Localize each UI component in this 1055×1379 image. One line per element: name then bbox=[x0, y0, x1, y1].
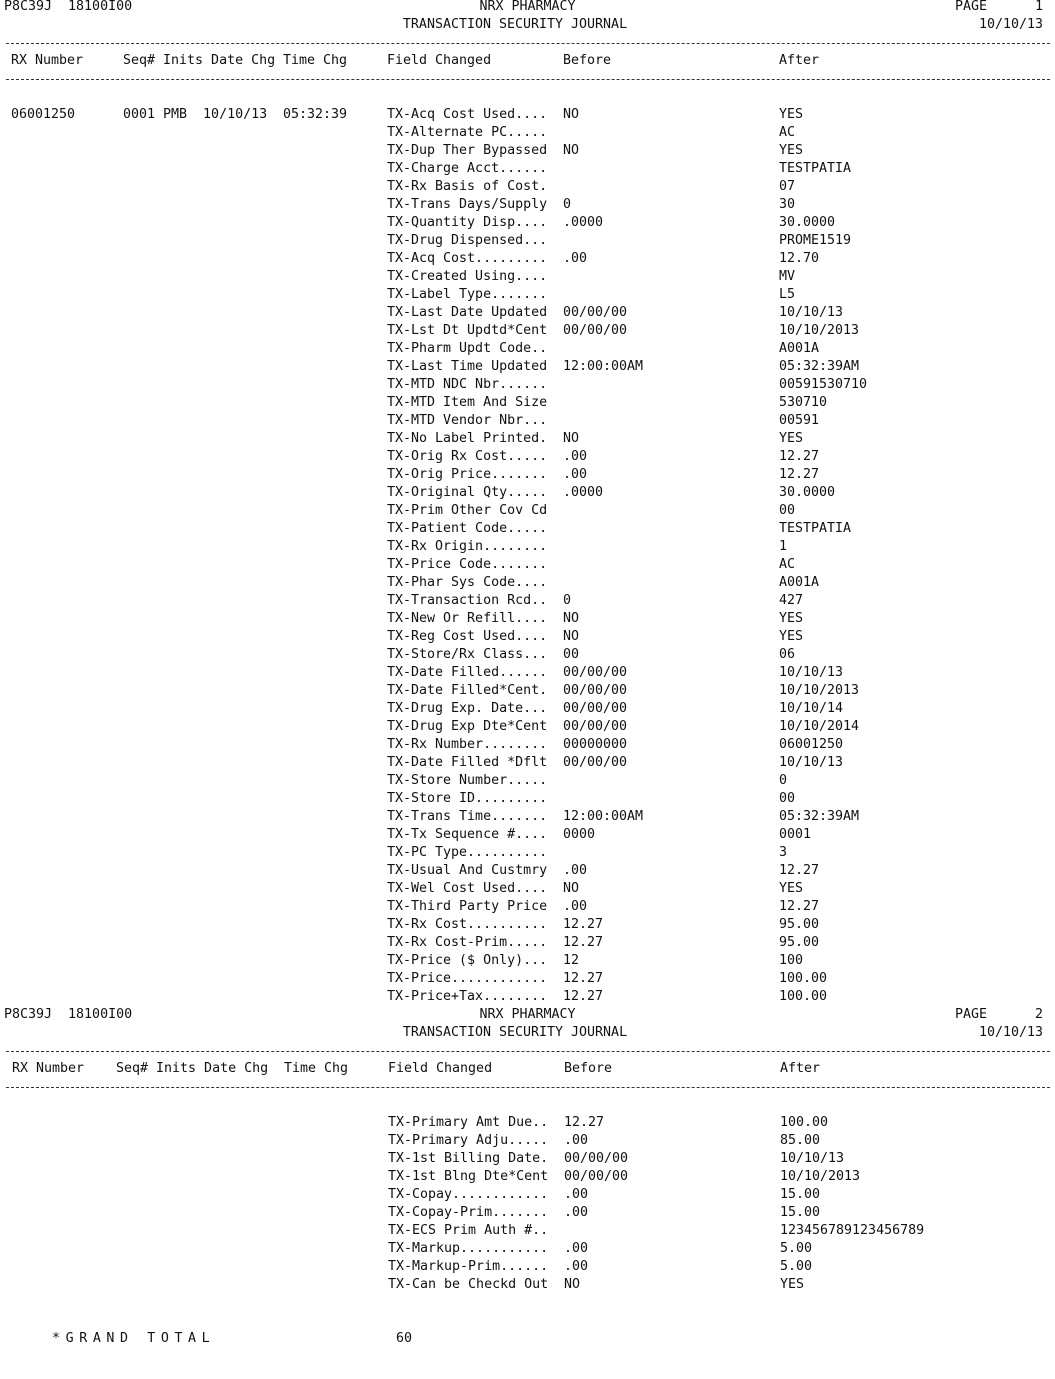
field-changed: TX-Charge Acct...... bbox=[387, 161, 548, 176]
field-changed: TX-Rx Cost-Prim..... bbox=[387, 935, 548, 950]
col-field-changed: Field Changed bbox=[387, 53, 492, 68]
after-value: 15.00 bbox=[780, 1205, 821, 1220]
after-value: 00 bbox=[779, 791, 796, 806]
grand-total-value: 60 bbox=[396, 1331, 413, 1346]
before-value: 12.27 bbox=[563, 971, 604, 986]
col-before: Before bbox=[564, 1061, 613, 1076]
after-value: 1 bbox=[779, 539, 788, 554]
field-changed: TX-No Label Printed. bbox=[387, 431, 548, 446]
field-changed: TX-MTD NDC Nbr...... bbox=[387, 377, 548, 392]
field-changed: TX-Markup........... bbox=[388, 1241, 549, 1256]
field-changed: TX-Rx Cost.......... bbox=[387, 917, 548, 932]
after-value: 07 bbox=[779, 179, 796, 194]
after-value: 12.27 bbox=[779, 467, 820, 482]
after-value: 10/10/2013 bbox=[779, 323, 860, 338]
col-field-changed: Field Changed bbox=[388, 1061, 493, 1076]
after-value: A001A bbox=[779, 575, 820, 590]
separator-line bbox=[6, 1051, 1050, 1052]
before-value: 00/00/00 bbox=[564, 1169, 629, 1184]
company-name: NRX PHARMACY bbox=[479, 0, 576, 14]
after-value: 10/10/13 bbox=[780, 1151, 845, 1166]
report-title: TRANSACTION SECURITY JOURNAL bbox=[402, 17, 628, 32]
field-changed: TX-Drug Dispensed... bbox=[387, 233, 548, 248]
before-value: 12.27 bbox=[563, 935, 604, 950]
field-changed: TX-Last Time Updated bbox=[387, 359, 548, 374]
after-value: 10/10/13 bbox=[779, 305, 844, 320]
after-value: PROME1519 bbox=[779, 233, 852, 248]
after-value: 00 bbox=[779, 503, 796, 518]
field-changed: TX-PC Type.......... bbox=[387, 845, 548, 860]
col-seq-inits-date: Seq# Inits Date Chg bbox=[116, 1061, 269, 1076]
field-changed: TX-Prim Other Cov Cd bbox=[387, 503, 548, 518]
after-value: L5 bbox=[779, 287, 796, 302]
field-changed: TX-Trans Time....... bbox=[387, 809, 548, 824]
separator-line bbox=[6, 79, 1050, 80]
field-changed: TX-Tx Sequence #.... bbox=[387, 827, 548, 842]
after-value: 10/10/2013 bbox=[779, 683, 860, 698]
before-value: NO bbox=[563, 611, 580, 626]
after-value: 12.70 bbox=[779, 251, 820, 266]
col-time-chg: Time Chg bbox=[284, 1061, 349, 1076]
page-number: 1 bbox=[1034, 0, 1043, 14]
before-value: 00/00/00 bbox=[563, 719, 628, 734]
field-changed: TX-1st Billing Date. bbox=[388, 1151, 549, 1166]
field-changed: TX-Orig Rx Cost..... bbox=[387, 449, 548, 464]
before-value: 00/00/00 bbox=[563, 683, 628, 698]
before-value: .00 bbox=[563, 251, 588, 266]
after-value: 530710 bbox=[779, 395, 828, 410]
after-value: YES bbox=[779, 629, 804, 644]
field-changed: TX-Quantity Disp.... bbox=[387, 215, 548, 230]
field-changed: TX-Patient Code..... bbox=[387, 521, 548, 536]
field-changed: TX-Pharm Updt Code.. bbox=[387, 341, 548, 356]
before-value: .00 bbox=[563, 449, 588, 464]
field-changed: TX-Price Code....... bbox=[387, 557, 548, 572]
page-number: 2 bbox=[1034, 1007, 1043, 1022]
field-changed: TX-MTD Vendor Nbr... bbox=[387, 413, 548, 428]
before-value: NO bbox=[563, 143, 580, 158]
after-value: AC bbox=[779, 125, 796, 140]
field-changed: TX-Rx Number........ bbox=[387, 737, 548, 752]
col-rx-number: RX Number bbox=[11, 53, 84, 68]
before-value: .00 bbox=[564, 1241, 589, 1256]
after-value: 05:32:39AM bbox=[779, 359, 860, 374]
before-value: 00 bbox=[563, 647, 580, 662]
record-seq-inits-date: 0001 PMB 10/10/13 bbox=[123, 107, 268, 122]
field-changed: TX-Price............ bbox=[387, 971, 548, 986]
before-value: 00/00/00 bbox=[563, 323, 628, 338]
field-changed: TX-Drug Exp Dte*Cent bbox=[387, 719, 548, 734]
field-changed: TX-Lst Dt Updtd*Cent bbox=[387, 323, 548, 338]
field-changed: TX-MTD Item And Size bbox=[387, 395, 548, 410]
before-value: .00 bbox=[564, 1133, 589, 1148]
before-value: 12 bbox=[563, 953, 580, 968]
page-label: PAGE bbox=[955, 0, 988, 14]
field-changed: TX-Markup-Prim...... bbox=[388, 1259, 549, 1274]
report-code: P8C39J 18100I00 bbox=[4, 0, 133, 14]
before-value: .00 bbox=[564, 1205, 589, 1220]
field-changed: TX-ECS Prim Auth #.. bbox=[388, 1223, 549, 1238]
field-changed: TX-1st Blng Dte*Cent bbox=[388, 1169, 549, 1184]
after-value: 06001250 bbox=[779, 737, 844, 752]
col-after: After bbox=[779, 53, 820, 68]
after-value: 30.0000 bbox=[779, 485, 836, 500]
field-changed: TX-Price+Tax........ bbox=[387, 989, 548, 1004]
field-changed: TX-Store Number..... bbox=[387, 773, 548, 788]
after-value: 10/10/14 bbox=[779, 701, 844, 716]
after-value: 10/10/2014 bbox=[779, 719, 860, 734]
after-value: 12.27 bbox=[779, 899, 820, 914]
before-value: .00 bbox=[563, 899, 588, 914]
after-value: 95.00 bbox=[779, 935, 820, 950]
col-rx-number: RX Number bbox=[12, 1061, 85, 1076]
report-date: 10/10/13 bbox=[978, 1025, 1043, 1040]
record-rx-number: 06001250 bbox=[11, 107, 76, 122]
after-value: 85.00 bbox=[780, 1133, 821, 1148]
report-code: P8C39J 18100I00 bbox=[4, 1007, 133, 1022]
separator-line bbox=[6, 1087, 1050, 1088]
report-date: 10/10/13 bbox=[978, 17, 1043, 32]
field-changed: TX-Transaction Rcd.. bbox=[387, 593, 548, 608]
before-value: NO bbox=[563, 629, 580, 644]
field-changed: TX-Wel Cost Used.... bbox=[387, 881, 548, 896]
after-value: AC bbox=[779, 557, 796, 572]
page-label: PAGE bbox=[955, 1007, 988, 1022]
field-changed: TX-Alternate PC..... bbox=[387, 125, 548, 140]
after-value: 10/10/13 bbox=[779, 755, 844, 770]
field-changed: TX-Acq Cost......... bbox=[387, 251, 548, 266]
before-value: 00/00/00 bbox=[563, 305, 628, 320]
before-value: .0000 bbox=[563, 215, 604, 230]
col-time-chg: Time Chg bbox=[283, 53, 348, 68]
after-value: 30.0000 bbox=[779, 215, 836, 230]
before-value: .00 bbox=[563, 863, 588, 878]
field-changed: TX-Rx Origin........ bbox=[387, 539, 548, 554]
after-value: 100 bbox=[779, 953, 804, 968]
field-changed: TX-Date Filled...... bbox=[387, 665, 548, 680]
after-value: 15.00 bbox=[780, 1187, 821, 1202]
report-title: TRANSACTION SECURITY JOURNAL bbox=[402, 1025, 628, 1040]
after-value: A001A bbox=[779, 341, 820, 356]
before-value: 0000 bbox=[563, 827, 596, 842]
field-changed: TX-Date Filled*Cent. bbox=[387, 683, 548, 698]
after-value: 100.00 bbox=[779, 989, 828, 1004]
after-value: YES bbox=[779, 431, 804, 446]
field-changed: TX-Created Using.... bbox=[387, 269, 548, 284]
before-value: NO bbox=[563, 431, 580, 446]
after-value: 10/10/2013 bbox=[780, 1169, 861, 1184]
after-value: 12.27 bbox=[779, 863, 820, 878]
after-value: 10/10/13 bbox=[779, 665, 844, 680]
field-changed: TX-Reg Cost Used.... bbox=[387, 629, 548, 644]
after-value: 123456789123456789 bbox=[780, 1223, 925, 1238]
before-value: NO bbox=[563, 107, 580, 122]
after-value: 06 bbox=[779, 647, 796, 662]
company-name: NRX PHARMACY bbox=[479, 1007, 576, 1022]
before-value: 12:00:00AM bbox=[563, 809, 644, 824]
before-value: 00/00/00 bbox=[563, 755, 628, 770]
col-seq-inits-date: Seq# Inits Date Chg bbox=[123, 53, 276, 68]
before-value: .00 bbox=[564, 1187, 589, 1202]
before-value: .0000 bbox=[563, 485, 604, 500]
before-value: 00/00/00 bbox=[563, 665, 628, 680]
after-value: YES bbox=[779, 107, 804, 122]
after-value: 0001 bbox=[779, 827, 812, 842]
before-value: 12.27 bbox=[563, 989, 604, 1004]
after-value: 427 bbox=[779, 593, 804, 608]
field-changed: TX-Phar Sys Code.... bbox=[387, 575, 548, 590]
before-value: 00/00/00 bbox=[563, 701, 628, 716]
field-changed: TX-Copay............ bbox=[388, 1187, 549, 1202]
after-value: 5.00 bbox=[780, 1241, 813, 1256]
after-value: 95.00 bbox=[779, 917, 820, 932]
before-value: NO bbox=[564, 1277, 581, 1292]
before-value: 00000000 bbox=[563, 737, 628, 752]
after-value: YES bbox=[779, 143, 804, 158]
after-value: 00591 bbox=[779, 413, 820, 428]
after-value: 30 bbox=[779, 197, 796, 212]
field-changed: TX-Label Type....... bbox=[387, 287, 548, 302]
after-value: 0 bbox=[779, 773, 788, 788]
after-value: YES bbox=[780, 1277, 805, 1292]
before-value: 0 bbox=[563, 593, 572, 608]
field-changed: TX-Copay-Prim....... bbox=[388, 1205, 549, 1220]
after-value: 5.00 bbox=[780, 1259, 813, 1274]
before-value: NO bbox=[563, 881, 580, 896]
field-changed: TX-Store/Rx Class... bbox=[387, 647, 548, 662]
field-changed: TX-Primary Amt Due.. bbox=[388, 1115, 549, 1130]
before-value: .00 bbox=[563, 467, 588, 482]
grand-total-label: *GRAND TOTAL bbox=[52, 1331, 216, 1346]
after-value: YES bbox=[779, 611, 804, 626]
field-changed: TX-Rx Basis of Cost. bbox=[387, 179, 548, 194]
after-value: 100.00 bbox=[779, 971, 828, 986]
field-changed: TX-Store ID......... bbox=[387, 791, 548, 806]
field-changed: TX-Third Party Price bbox=[387, 899, 548, 914]
before-value: .00 bbox=[564, 1259, 589, 1274]
after-value: 3 bbox=[779, 845, 788, 860]
col-before: Before bbox=[563, 53, 612, 68]
before-value: 12.27 bbox=[563, 917, 604, 932]
before-value: 12:00:00AM bbox=[563, 359, 644, 374]
field-changed: TX-Last Date Updated bbox=[387, 305, 548, 320]
field-changed: TX-Acq Cost Used.... bbox=[387, 107, 548, 122]
after-value: YES bbox=[779, 881, 804, 896]
field-changed: TX-Usual And Custmry bbox=[387, 863, 548, 878]
record-time-chg: 05:32:39 bbox=[283, 107, 348, 122]
field-changed: TX-Primary Adju..... bbox=[388, 1133, 549, 1148]
field-changed: TX-Date Filled *Dflt bbox=[387, 755, 548, 770]
after-value: MV bbox=[779, 269, 796, 284]
field-changed: TX-Dup Ther Bypassed bbox=[387, 143, 548, 158]
before-value: 12.27 bbox=[564, 1115, 605, 1130]
after-value: TESTPATIA bbox=[779, 521, 852, 536]
after-value: 12.27 bbox=[779, 449, 820, 464]
after-value: 05:32:39AM bbox=[779, 809, 860, 824]
field-changed: TX-Orig Price....... bbox=[387, 467, 548, 482]
before-value: 0 bbox=[563, 197, 572, 212]
after-value: 100.00 bbox=[780, 1115, 829, 1130]
after-value: 00591530710 bbox=[779, 377, 868, 392]
field-changed: TX-Drug Exp. Date... bbox=[387, 701, 548, 716]
col-after: After bbox=[780, 1061, 821, 1076]
field-changed: TX-New Or Refill.... bbox=[387, 611, 548, 626]
field-changed: TX-Price ($ Only)... bbox=[387, 953, 548, 968]
before-value: 00/00/00 bbox=[564, 1151, 629, 1166]
separator-line bbox=[6, 43, 1050, 44]
field-changed: TX-Original Qty..... bbox=[387, 485, 548, 500]
after-value: TESTPATIA bbox=[779, 161, 852, 176]
field-changed: TX-Can be Checkd Out bbox=[388, 1277, 549, 1292]
field-changed: TX-Trans Days/Supply bbox=[387, 197, 548, 212]
